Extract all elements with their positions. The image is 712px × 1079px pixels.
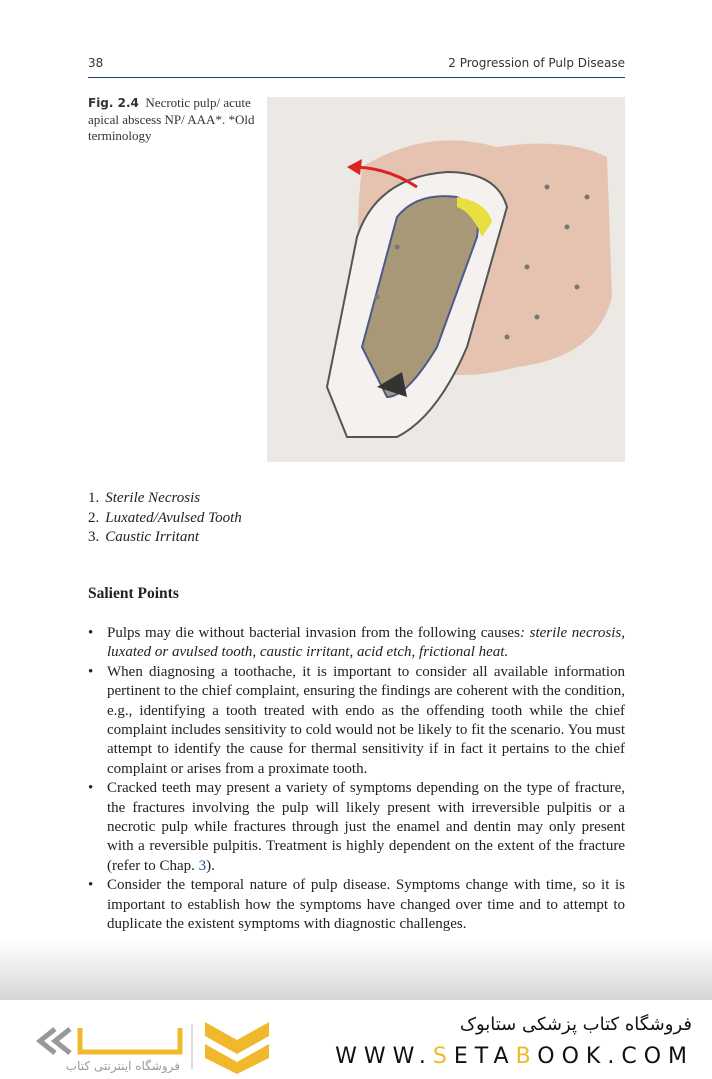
watermark-footer [0,1000,712,1079]
list-item: • Consider the temporal nature of pulp disease. Symptoms change with time, so it is important to establish how the symptoms have changed over time and to attempt to duplicate the existent symptoms with diagnostic challenges. [88,876,625,934]
list-item: • Pulps may die without bacterial invasion from the following causes: sterile necrosis, luxated or avulsed tooth, caustic irritant, acid etch, frictional heat. [88,624,625,663]
salient-points-list [88,624,625,935]
store-name: فروشگاه کتاب پزشکی ستابوک [459,1014,692,1035]
list-item: 2. Luxated/Avulsed Tooth [88,509,242,526]
figure-label: Fig. 2.4 [88,96,139,110]
running-header [88,55,625,78]
tooth-illustration [267,97,625,462]
setabook-logo [30,1014,275,1074]
list-item: 3. Caustic Irritant [88,529,200,545]
svg-text:فروشگاه اینترنتی کتاب: فروشگاه اینترنتی کتاب [65,1059,180,1073]
section-heading: Salient Points [88,585,179,602]
chapter-link[interactable]: 3 [198,857,207,874]
list-item: • Cracked teeth may present a variety of symptoms depending on the type of fracture, the fractures involving the pulp will likely present with irreversible pulpitis or a necrotic pulp while fractures through just the enamel and dentin may only present with a reversible pulpitis. Treatment is highly dependent on the extent of the fracture (refer to Chap. 3). [88,779,625,876]
caption-text: Necrotic pulp/ acute apical abscess NP/ AAA*. *Old terminology [88,95,255,143]
list-item: • When diagnosing a toothache, it is important to consider all available information pertinent to the chief complaint, ensuring the findings are coherent with the condition, e.g., identifying a tooth treated with endo as the offending tooth while the chief complaint includes sensitivity to cold would not be likely to fit the scenario. You must attempt to identify the cause for thermal sensitivity if in fact it pertains to the chief complaint or arises from a proximate tooth. [88,663,625,779]
page-number: 38 [88,56,104,70]
figure-caption [88,95,258,145]
chapter-title: 2 Progression of Pulp Disease [448,56,625,70]
cause-list [88,489,242,548]
list-item: 1. Sterile Necrosis [88,490,201,506]
store-url[interactable]: WWW.SETABOOK.COM [335,1044,694,1069]
page-shadow [0,940,712,1000]
